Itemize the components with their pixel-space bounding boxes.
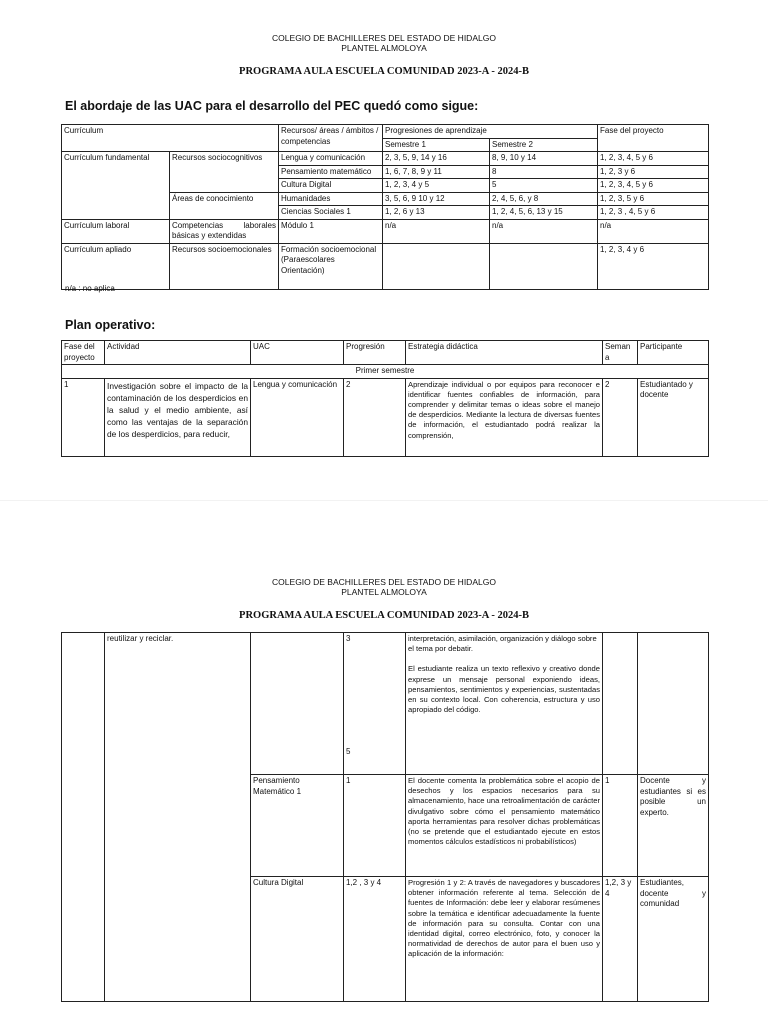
fase-cell: 1, 2, 3, 4, 5 y 6 — [598, 152, 709, 166]
uac-cell: Pensamiento Matemático 1 — [251, 775, 344, 877]
progresion-cell: 2 — [344, 378, 406, 456]
col-fase: Fase del proyecto — [598, 125, 709, 152]
area-cell: Pensamiento matemático — [279, 165, 383, 179]
actividad-cell: reutilizar y reciclar. — [105, 633, 251, 1002]
curriculum-ampliado: Currículum apliado — [62, 243, 170, 289]
fase-cell: 1, 2, 3, 5 y 6 — [598, 192, 709, 206]
col-estrategia: Estrategia didáctica — [406, 341, 603, 365]
campus-name: PLANTEL ALMOLOYA — [341, 587, 427, 597]
progresion-a: 3 — [346, 634, 351, 643]
estrategia-cell: El docente comenta la problemática sobre el acopio de desechos y los espacios necesarios para su almacenamiento, hace una retroalimentación de carácter divulgativo sobre cómo el pensamiento matemático aporta herramientas para resolver dichas problemáticas (no se pretende que el estudiantado ejecute en estos momentos cálculos estadísticos ni probabilísticos) — [406, 775, 603, 877]
col-curriculum: Currículum — [62, 125, 279, 152]
fase-cell: 1, 2, 3 , 4, 5 y 6 — [598, 206, 709, 220]
area-cell: Ciencias Sociales 1 — [279, 206, 383, 220]
estrategia-cell: Aprendizaje individual o por equipos para reconocer e identificar fuentes confiables de información, para comprender y delimitar temas o ideas sobre el manejo de desperdicios. Mediante la lectura de diversas fuentes de información, el estudiantado podrá realizar la comprensión, — [406, 378, 603, 456]
area-cell: Módulo 1 — [279, 219, 383, 243]
sem1-cell: 1, 2, 3, 4 y 5 — [383, 179, 490, 193]
school-name: COLEGIO DE BACHILLERES DEL ESTADO DE HIDALGO — [272, 33, 496, 43]
sem2-cell: 1, 2, 4, 5, 6, 13 y 15 — [490, 206, 598, 220]
area-cell: Lengua y comunicación — [279, 152, 383, 166]
fase-cell: 1 — [62, 378, 105, 456]
fase-cell: 1, 2, 3, 4 y 6 — [598, 243, 709, 289]
recursos-sociocognitivos: Recursos sociocognitivos — [170, 152, 279, 193]
program-title: PROGRAMA AULA ESCUELA COMUNIDAD 2023-A - 2024-B — [239, 610, 529, 621]
uac-cell: Lengua y comunicación — [251, 378, 344, 456]
estrategia-cell — [406, 633, 603, 775]
col-semana: Seman a — [603, 341, 638, 365]
program-title: PROGRAMA AULA ESCUELA COMUNIDAD 2023-A - 2024-B — [239, 66, 529, 77]
areas-conocimiento: Áreas de conocimiento — [170, 192, 279, 219]
sem2-cell: 8 — [490, 165, 598, 179]
col-progresiones: Progresiones de aprendizaje — [383, 125, 598, 139]
sem1-cell: 1, 2, 6 y 13 — [383, 206, 490, 220]
sem1-cell: 3, 5, 6, 9 10 y 12 — [383, 192, 490, 206]
plan-heading: Plan operativo: — [65, 318, 156, 332]
col-sem2: Semestre 2 — [490, 138, 598, 152]
curriculum-fundamental: Currículum fundamental — [62, 152, 170, 220]
participante-cell-empty — [638, 633, 709, 775]
sem2-cell: 2, 4, 5, 6, y 8 — [490, 192, 598, 206]
uac-heading: El abordaje de las UAC para el desarrollo del PEC quedó como sigue: — [65, 99, 479, 113]
uac-cell: Cultura Digital — [251, 877, 344, 1002]
sem1-cell: 1, 6, 7, 8, 9 y 11 — [383, 165, 490, 179]
progresion-cell: 1,2 , 3 y 4 — [344, 877, 406, 1002]
col-sem1: Semestre 1 — [383, 138, 490, 152]
semester-label: Primer semestre — [62, 365, 709, 379]
page-2 — [0, 500, 768, 1025]
col-participante: Participante — [638, 341, 709, 365]
sem1-cell: 2, 3, 5, 9, 14 y 16 — [383, 152, 490, 166]
sem1-cell — [383, 243, 490, 289]
school-name: COLEGIO DE BACHILLERES DEL ESTADO DE HIDALGO — [272, 577, 496, 587]
recursos-socioemocionales: Recursos socioemocionales — [170, 243, 279, 289]
area-cell: Cultura Digital — [279, 179, 383, 193]
plan-table — [61, 340, 709, 457]
participante-cell: Estudiantado y docente — [638, 378, 709, 456]
fase-cell-empty — [62, 633, 105, 1002]
sem2-cell: n/a — [490, 219, 598, 243]
semana-cell-empty — [603, 633, 638, 775]
col-recursos: Recursos/ áreas / ámbitos / competencias — [279, 125, 383, 152]
sem2-cell: 8, 9, 10 y 14 — [490, 152, 598, 166]
participante-cell: Estudiantes, docente y comunidad — [638, 877, 709, 1002]
fase-cell: 1, 2, 3, 4, 5 y 6 — [598, 179, 709, 193]
col-uac: UAC — [251, 341, 344, 365]
participante-cell: Docente y estudiantes si es posible un experto. — [638, 775, 709, 877]
col-progresion: Progresión — [344, 341, 406, 365]
sem2-cell — [490, 243, 598, 289]
uac-table — [61, 124, 709, 290]
estrategia-a: interpretación, asimilación, organización y diálogo sobre el tema por debatir. — [408, 634, 597, 654]
page-1 — [0, 0, 768, 500]
area-cell: Humanidades — [279, 192, 383, 206]
fase-cell: n/a — [598, 219, 709, 243]
progresion-cell — [344, 633, 406, 775]
competencias-laborales: Competencias laborales básicas y extendidas — [170, 219, 279, 243]
fase-cell: 1, 2, 3 y 6 — [598, 165, 709, 179]
area-cell: Formación socioemocional (Paraescolares Orientación) — [279, 243, 383, 289]
actividad-cell: Investigación sobre el impacto de la contaminación de los desperdicios en la salud y el medio ambiente, así como las ventajas de la separación de los desperdicios, para reducir, — [105, 378, 251, 456]
na-note: n/a : no aplica — [65, 284, 115, 293]
uac-cell-empty — [251, 633, 344, 775]
plan-table-continued — [61, 632, 709, 1002]
estrategia-b: El estudiante realiza un texto reflexivo y creativo donde exprese un mensaje personal exponiendo ideas, pensamientos, sentimientos y experiencias, sustentadas en su contexto local. Con coherencia, estructura y uso apropiado del código. — [408, 664, 600, 715]
col-actividad: Actividad — [105, 341, 251, 365]
semana-cell: 1 — [603, 775, 638, 877]
campus-name: PLANTEL ALMOLOYA — [341, 43, 427, 53]
progresion-b: 5 — [346, 746, 351, 756]
progresion-cell: 1 — [344, 775, 406, 877]
col-fase: Fase del proyecto — [62, 341, 105, 365]
sem1-cell: n/a — [383, 219, 490, 243]
curriculum-laboral: Currículum laboral — [62, 219, 170, 243]
semana-cell: 1,2, 3 y 4 — [603, 877, 638, 1002]
sem2-cell: 5 — [490, 179, 598, 193]
estrategia-cell: Progresión 1 y 2: A través de navegadores y buscadores obtener información referente al tema. Selección de fuentes de Información: debe leer y elaborar resúmenes sobre la temática e identificar adecuadamente la fuente de información para su consulta. Contar con una identidad digital, correo electrónico, foto, y conocer la normatividad de derechos de autor para el buen uso y aplicación de la información: — [406, 877, 603, 1002]
semana-cell: 2 — [603, 378, 638, 456]
